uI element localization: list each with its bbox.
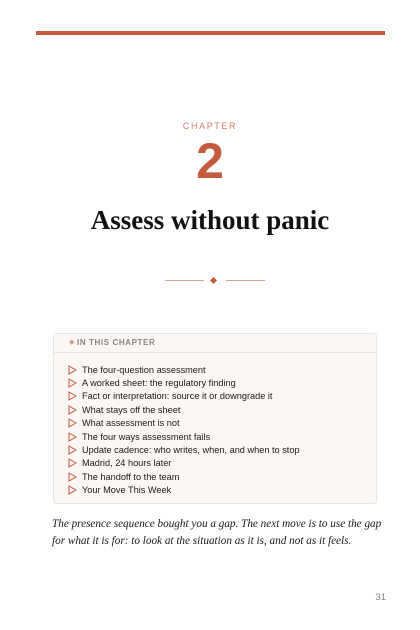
triangle-outline-icon (68, 445, 77, 455)
triangle-outline-icon (68, 472, 77, 482)
chapter-number: 2 (196, 133, 224, 189)
chapter-contents-title: IN THIS CHAPTER (77, 338, 156, 347)
chapter-contents-header (54, 334, 376, 353)
contents-item (68, 443, 300, 456)
contents-item-label: The handoff to the team (82, 471, 180, 482)
chapter-contents-box (53, 333, 377, 504)
contents-item-label: A worked sheet: the regulatory finding (82, 378, 236, 389)
chapter-label: CHAPTER (182, 121, 238, 131)
contents-item-label: Madrid, 24 hours later (82, 458, 172, 469)
contents-item-label: The four-question assessment (82, 364, 206, 375)
triangle-outline-icon (68, 432, 77, 442)
diamond-icon: ◆ (69, 339, 75, 346)
contents-item (68, 403, 300, 416)
triangle-outline-icon (68, 418, 77, 428)
contents-item-label: What stays off the sheet (82, 404, 181, 415)
contents-item (68, 470, 300, 483)
contents-item-label: Update cadence: who writes, when, and when to stop (82, 445, 300, 456)
contents-item (68, 376, 300, 389)
triangle-outline-icon (68, 458, 77, 468)
triangle-outline-icon (68, 391, 77, 401)
contents-item (68, 363, 300, 376)
contents-item (68, 430, 300, 443)
contents-item (68, 484, 300, 497)
contents-item (68, 457, 300, 470)
top-rule (36, 31, 385, 35)
triangle-outline-icon (68, 365, 77, 375)
chapter-intro-paragraph: The presence sequence bought you a gap. The next move is to use the gap for what it is for: to look at the situation as it is, and not as it feels. (52, 518, 382, 547)
triangle-outline-icon (68, 405, 77, 415)
contents-item-label: The four ways assessment fails (82, 431, 211, 442)
ornament-right-rule (226, 280, 265, 281)
contents-item-label: Your Move This Week (82, 485, 172, 496)
triangle-outline-icon (68, 378, 77, 388)
contents-item (68, 417, 300, 430)
triangle-outline-icon (68, 485, 77, 495)
chapter-title: Assess without panic (90, 205, 330, 235)
ornament-left-rule (165, 280, 204, 281)
contents-item-label: Fact or interpretation: source it or downgrade it (82, 391, 273, 402)
ornament-diamond-icon (210, 277, 217, 284)
contents-item-label: What assessment is not (82, 418, 180, 429)
contents-item (68, 390, 300, 403)
page-number: 31 (375, 592, 386, 603)
chapter-contents-list (68, 363, 300, 497)
